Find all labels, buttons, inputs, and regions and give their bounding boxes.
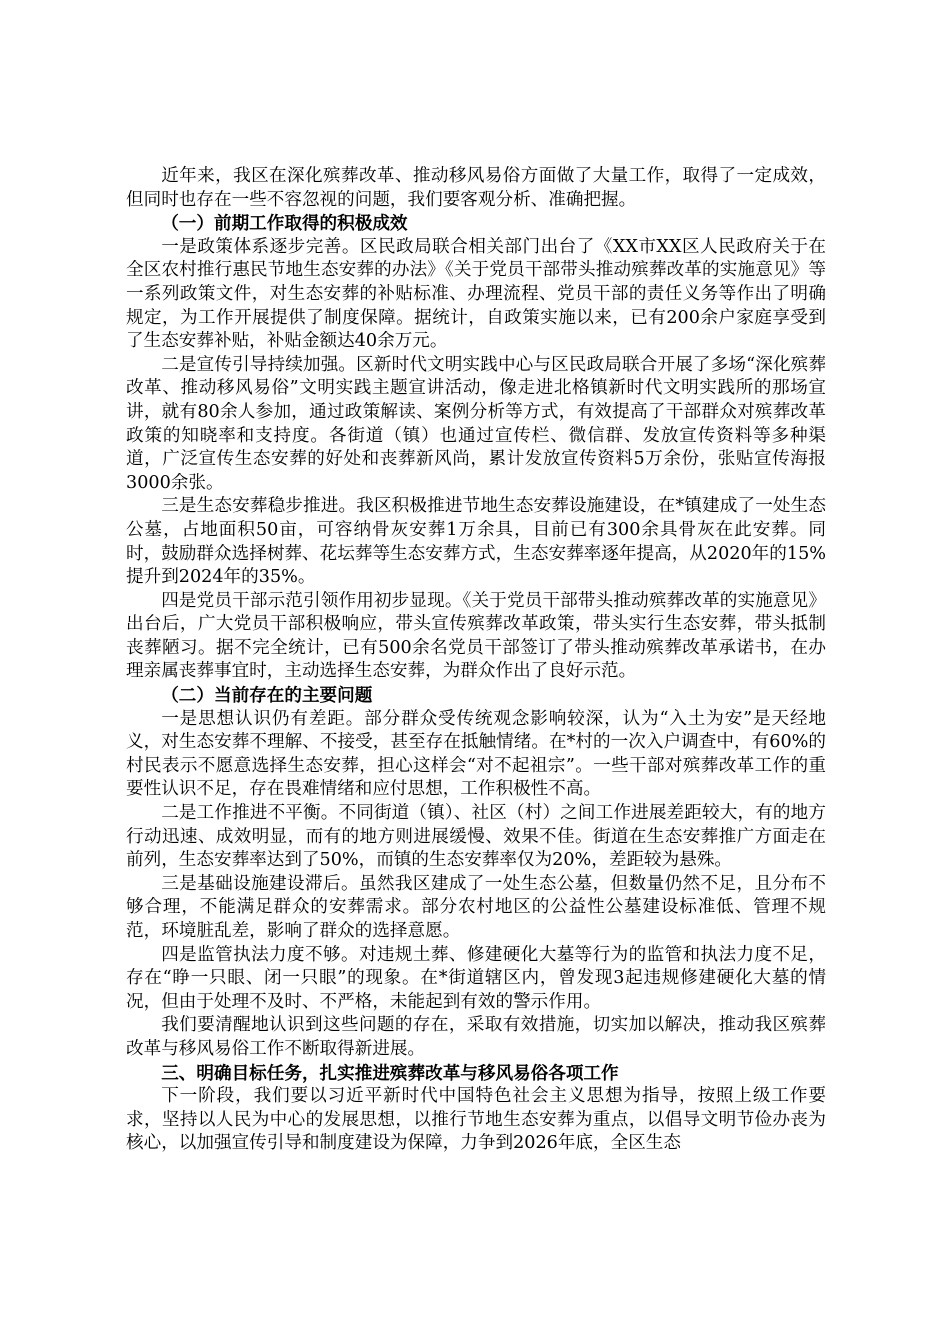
- section-heading-achievements: （一）前期工作取得的积极成效: [161, 213, 408, 235]
- section-heading-goals: 三、明确目标任务，扎实推进殡葬改革与移风易俗各项工作: [161, 1062, 619, 1084]
- document-page: [126, 165, 826, 1156]
- paragraph-enforcement: 四是监管执法力度不够。对违规土葬、修建硬化大墓等行为的监管和执法力度不足，存在“睁一只眼、闭一只眼”的现象。在*街道辖区内，曾发现3起违规修建硬化大墓的情况，但由于处理不及时、不严格，未能起到有效的警示作用。: [126, 944, 826, 1012]
- intro-paragraph: 近年来，我区在深化殡葬改革、推动移风易俗方面做了大量工作，取得了一定成效，但同时也存在一些不容忽视的问题，我们要客观分析、准确把握。: [126, 166, 826, 210]
- paragraph-infrastructure: 三是基础设施建设滞后。虽然我区建成了一处生态公墓，但数量仍然不足，且分布不够合理，不能满足群众的安葬需求。部分农村地区的公益性公墓建设标准低、管理不规范，环境脏乱差，影响了群众的选择意愿。: [126, 873, 826, 941]
- paragraph-summary: 我们要清醒地认识到这些问题的存在，采取有效措施，切实加以解决，推动我区殡葬改革与移风易俗工作不断取得新进展。: [126, 1015, 826, 1059]
- paragraph-party-members: 四是党员干部示范引领作用初步显现。《关于党员干部带头推动殡葬改革的实施意见》出台后，广大党员干部积极响应，带头宣传殡葬改革政策，带头实行生态安葬，带头抵制丧葬陋习。据不完全统计，已有500余名党员干部签订了带头推动殡葬改革承诺书，在办理亲属丧葬事宜时，主动选择生态安葬，为群众作出了良好示范。: [126, 590, 826, 682]
- paragraph-uneven-progress: 二是工作推进不平衡。不同街道（镇）、社区（村）之间工作进展差距较大，有的地方行动迅速、成效明显，而有的地方则进展缓慢、效果不佳。街道在生态安葬推广方面走在前列，生态安葬率达到了50%，而镇的生态安葬率仅为20%，差距较为悬殊。: [126, 803, 826, 871]
- paragraph-policy-system: 一是政策体系逐步完善。区民政局联合相关部门出台了《XX市XX区人民政府关于在全区农村推行惠民节地生态安葬的办法》《关于党员干部带头推动殡葬改革的实施意见》等一系列政策文件，对生态安葬的补贴标准、办理流程、党员干部的责任义务等作出了明确规定，为工作开展提供了制度保障。据统计，自政策实施以来，已有200余户家庭享受到了生态安葬补贴，补贴金额达40余万元。: [126, 236, 826, 352]
- paragraph-eco-burial: 三是生态安葬稳步推进。我区积极推进节地生态安葬设施建设，在*镇建成了一处生态公墓，占地面积50亩，可容纳骨灰安葬1万余具，目前已有300余具骨灰在此安葬。同时，鼓励群众选择树葬、花坛葬等生态安葬方式，生态安葬率逐年提高，从2020年的15%提升到2024年的35%。: [126, 496, 826, 588]
- paragraph-publicity: 二是宣传引导持续加强。区新时代文明实践中心与区民政局联合开展了多场“深化殡葬改革、推动移风易俗”文明实践主题宣讲活动，像走进北格镇新时代文明实践所的那场宣讲，就有80余人参加，通过政策解读、案例分析等方式，有效提高了干部群众对殡葬改革政策的知晓率和支持度。各街道（镇）也通过宣传栏、微信群、发放宣传资料等多种渠道，广泛宣传生态安葬的好处和丧葬新风尚，累计发放宣传资料5万余份，张贴宣传海报3000余张。: [126, 354, 826, 493]
- section-heading-problems: （二）当前存在的主要问题: [161, 685, 373, 707]
- paragraph-next-stage: 下一阶段，我们要以习近平新时代中国特色社会主义思想为指导，按照上级工作要求，坚持以人民为中心的发展思想，以推行节地生态安葬为重点，以倡导文明节俭办丧为核心，以加强宣传引导和制度建设为保障，力争到2026年底，全区生态: [126, 1086, 826, 1154]
- paragraph-awareness-gap: 一是思想认识仍有差距。部分群众受传统观念影响较深，认为“入土为安”是天经地义，对生态安葬不理解、不接受，甚至存在抵触情绪。在*村的一次入户调查中，有60%的村民表示不愿意选择生态安葬，担心这样会“对不起祖宗”。一些干部对殡葬改革工作的重要性认识不足，存在畏难情绪和应付思想，工作积极性不高。: [126, 708, 826, 800]
